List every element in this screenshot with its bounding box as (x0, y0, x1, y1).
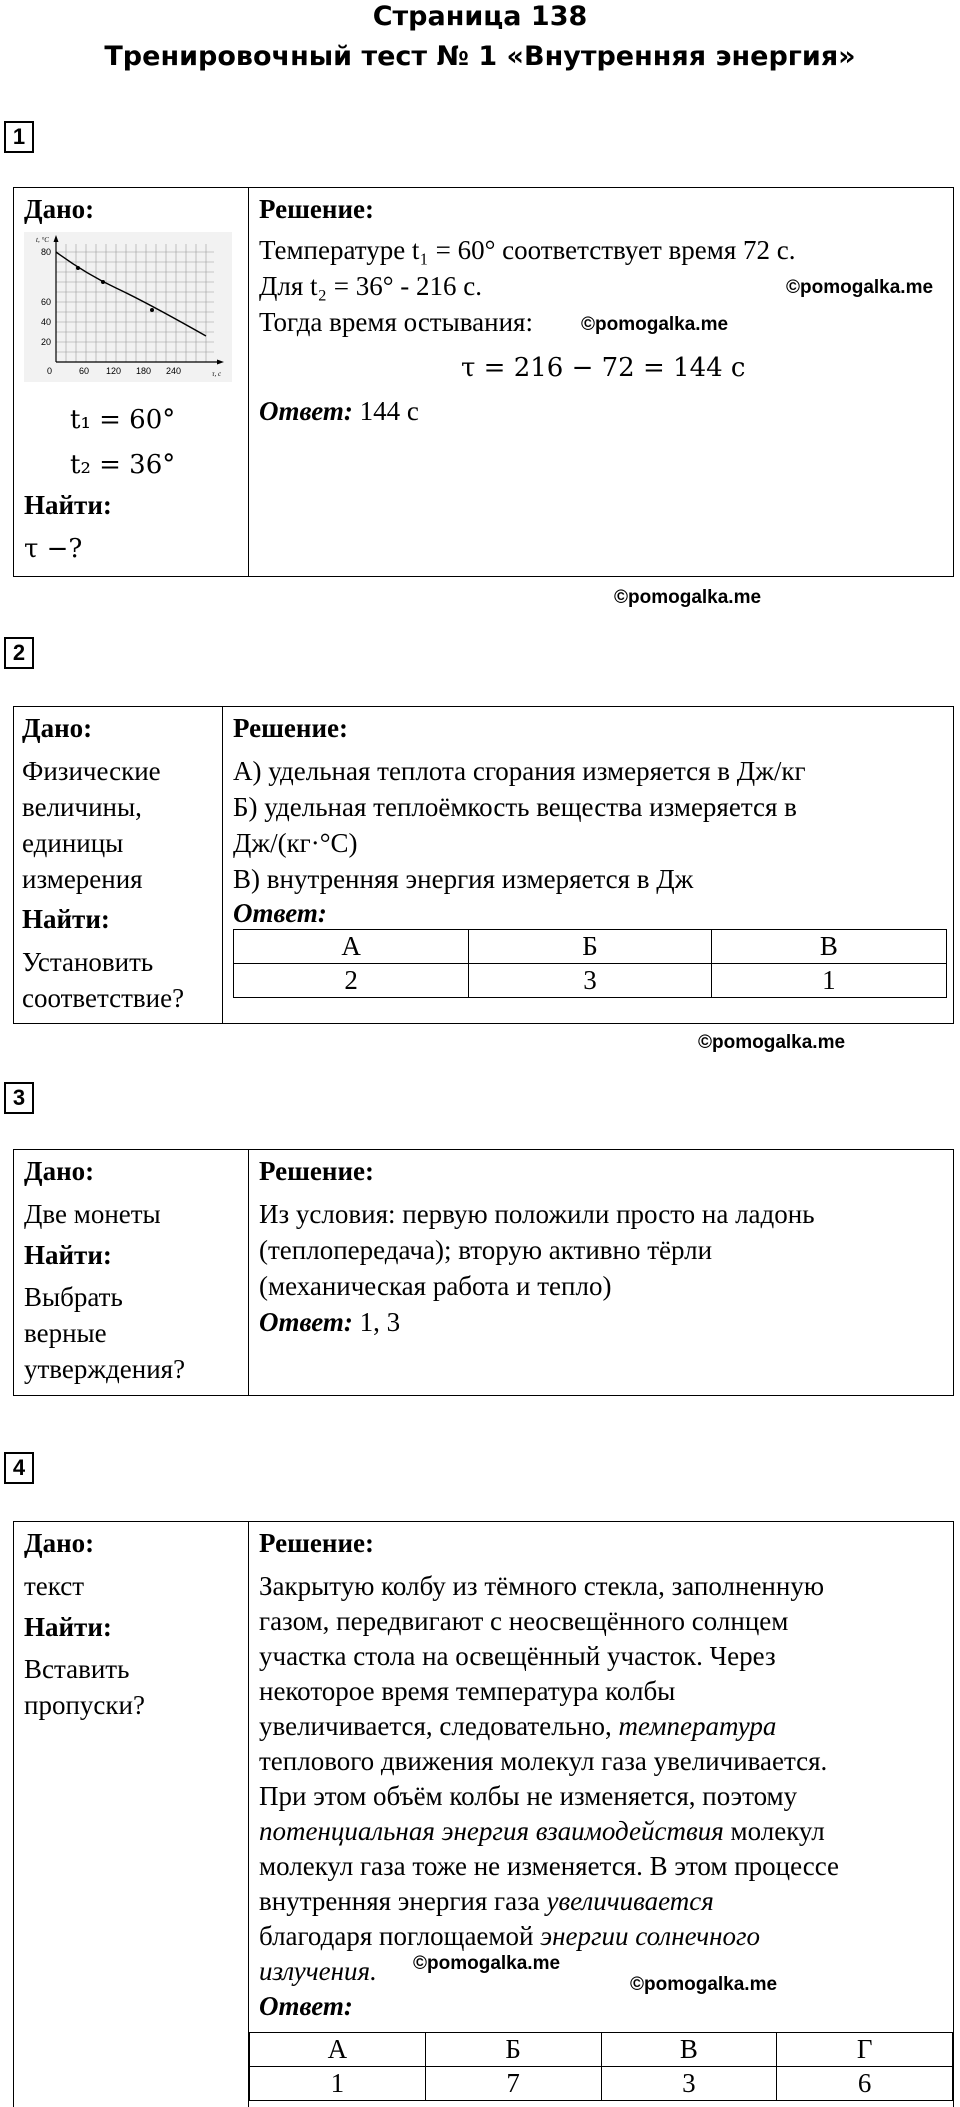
answer-table-header-row (234, 930, 947, 964)
curve-point (76, 266, 80, 270)
watermark: ©pomogalka.me (698, 1032, 846, 1053)
answer-table (249, 2032, 953, 2101)
answer-label: Ответ: (259, 396, 353, 426)
y-tick-label: 20 (41, 337, 52, 347)
x-axis-label: τ, с (212, 370, 222, 378)
answer-value: 1, 3 (359, 1307, 401, 1337)
solution-line: (теплопередача); вторую активно тёрли (259, 1235, 713, 1265)
solution-line: Из условия: первую положили просто на ладонь (259, 1199, 815, 1229)
answer-table-value: 6 (777, 2067, 953, 2101)
page-title: Тренировочный тест № 1 «Внутренняя энергия» (104, 41, 856, 72)
y-axis-label: t, °С (36, 236, 49, 244)
page-number: Страница 138 (372, 1, 588, 32)
solution-line: Закрытую колбу из тёмного стекла, заполненную (259, 1571, 824, 1601)
answer-line (259, 394, 419, 429)
given-line: единицы (22, 828, 124, 858)
answer-table-value-row (250, 2067, 953, 2101)
answer-table-header: А (250, 2033, 426, 2067)
given-t1: t₁ = 60° (70, 405, 176, 435)
task-number-3: 3 (4, 1082, 34, 1114)
find-label: Найти: (24, 1612, 112, 1642)
find-line: утверждения? (24, 1354, 186, 1384)
solution-text-italic: увеличивается (546, 1886, 714, 1916)
solution-line: Температуре t₁ = 60° соответствует время 72 с. (259, 235, 796, 265)
solution-text: благодаря поглощаемой (259, 1921, 541, 1951)
answer-table-value: 3 (601, 2067, 777, 2101)
solution-line: газом, передвигают с неосвещённого солнцем (259, 1606, 789, 1636)
watermark: ©pomogalka.me (614, 587, 762, 608)
solution-line (259, 1709, 776, 1744)
solution-line (259, 1919, 760, 1954)
y-tick-label: 40 (41, 317, 52, 327)
solution-line: Дж/(кг·°С) (233, 828, 358, 858)
task-1-table (13, 187, 954, 577)
solution-line: При этом объём колбы не изменяется, поэтому (259, 1781, 798, 1811)
find-label: Найти: (22, 904, 110, 934)
find-line: Установить (22, 947, 154, 977)
find-line: Вставить (24, 1654, 130, 1684)
find-line: Выбрать (24, 1282, 123, 1312)
solution-line: молекул газа тоже не изменяется. В этом процессе (259, 1851, 840, 1881)
answer-table-header: В (711, 930, 946, 964)
answer-label: Ответ: (259, 1307, 353, 1337)
answer-table-header-row (250, 2033, 953, 2067)
watermark: ©pomogalka.me (630, 1974, 778, 1995)
curve-point (101, 280, 105, 284)
cooling-graph (24, 232, 232, 382)
solution-text-italic: энергии солнечного (540, 1921, 761, 1951)
answer-label: Ответ: (233, 898, 327, 928)
task-1-solution-cell (249, 188, 953, 576)
solution-text: внутренняя энергия газа (259, 1886, 547, 1916)
solution-text-italic: потенциальная энергия взаимодействия (259, 1816, 724, 1846)
find-label: Найти: (24, 490, 112, 520)
task-number-1: 1 (4, 121, 34, 153)
watermark: ©pomogalka.me (413, 1953, 561, 1974)
find-line: верные (24, 1318, 107, 1348)
given-line: текст (24, 1571, 85, 1601)
solution-label: Решение: (259, 194, 374, 224)
given-label: Дано: (22, 713, 93, 743)
answer-table-header: Б (425, 2033, 601, 2067)
task-2-given-cell (14, 707, 223, 1023)
watermark: ©pomogalka.me (786, 277, 934, 298)
task-number-4: 4 (4, 1452, 34, 1484)
find-line: пропуски? (24, 1690, 145, 1720)
answer-table-value: 2 (234, 964, 469, 998)
task-number-2: 2 (4, 637, 34, 669)
watermark: ©pomogalka.me (581, 314, 729, 335)
task-2-table (13, 706, 954, 1024)
solution-line (259, 1814, 825, 1849)
task-2-solution-cell (223, 707, 953, 1023)
task-4-solution-cell (249, 1522, 953, 2107)
solution-line: теплового движения молекул газа увеличивается. (259, 1746, 828, 1776)
solution-line: Тогда время остывания: (259, 307, 533, 337)
given-line: Физические (22, 756, 161, 786)
solution-line: Для t₂ = 36° - 216 с. (259, 271, 482, 301)
x-tick-label: 120 (106, 366, 122, 376)
answer-table (233, 929, 947, 998)
answer-table-header: В (601, 2033, 777, 2067)
solution-text: увеличивается, следовательно, (259, 1711, 619, 1741)
solution-line: излучения. (259, 1956, 377, 1986)
x-tick-label: 60 (79, 366, 90, 376)
given-label: Дано: (24, 1528, 95, 1558)
x-tick-label: 240 (166, 366, 182, 376)
answer-table-header: Г (777, 2033, 953, 2067)
answer-table-header: Б (469, 930, 711, 964)
task-3-table (13, 1149, 954, 1396)
x-tick-label: 180 (136, 366, 152, 376)
y-tick-label: 80 (41, 247, 52, 257)
solution-line: (механическая работа и тепло) (259, 1271, 612, 1301)
given-t2: t₂ = 36° (70, 450, 176, 480)
given-line: Две монеты (24, 1199, 161, 1229)
answer-table-value: 3 (469, 964, 711, 998)
answer-table-value: 1 (250, 2067, 426, 2101)
solution-label: Решение: (259, 1156, 374, 1186)
solution-text-italic: температура (618, 1711, 777, 1741)
solution-formula: τ = 216 − 72 = 144 с (461, 353, 746, 383)
solution-label: Решение: (259, 1528, 374, 1558)
solution-line: Б) удельная теплоёмкость вещества измеряется в (233, 792, 797, 822)
solution-line: некоторое время температура колбы (259, 1676, 676, 1706)
find-value: τ −? (24, 534, 83, 564)
task-4-given-cell (14, 1522, 249, 2107)
origin-label: 0 (47, 366, 53, 376)
answer-label: Ответ: (259, 1991, 353, 2021)
given-line: измерения (22, 864, 143, 894)
solution-line: В) внутренняя энергия измеряется в Дж (233, 864, 694, 894)
task-3-solution-cell (249, 1150, 953, 1395)
answer-value: 144 с (359, 396, 419, 426)
task-4-table (13, 1521, 954, 2107)
given-label: Дано: (24, 194, 95, 224)
task-3-given-cell (14, 1150, 249, 1395)
answer-table-value: 1 (711, 964, 946, 998)
solution-line (259, 1884, 714, 1919)
given-line: величины, (22, 792, 142, 822)
solution-line: А) удельная теплота сгорания измеряется в Дж/кг (233, 756, 806, 786)
given-label: Дано: (24, 1156, 95, 1186)
answer-table-value-row (234, 964, 947, 998)
answer-table-value: 7 (425, 2067, 601, 2101)
curve-point (150, 308, 154, 312)
task-1-given-cell (14, 188, 249, 576)
find-label: Найти: (24, 1240, 112, 1270)
solution-line: участка стола на освещённый участок. Через (259, 1641, 776, 1671)
solution-label: Решение: (233, 713, 348, 743)
find-line: соответствие? (22, 983, 185, 1013)
answer-table-header: А (234, 930, 469, 964)
solution-text: молекул (723, 1816, 825, 1846)
y-tick-label: 60 (41, 297, 52, 307)
answer-line (259, 1305, 400, 1340)
